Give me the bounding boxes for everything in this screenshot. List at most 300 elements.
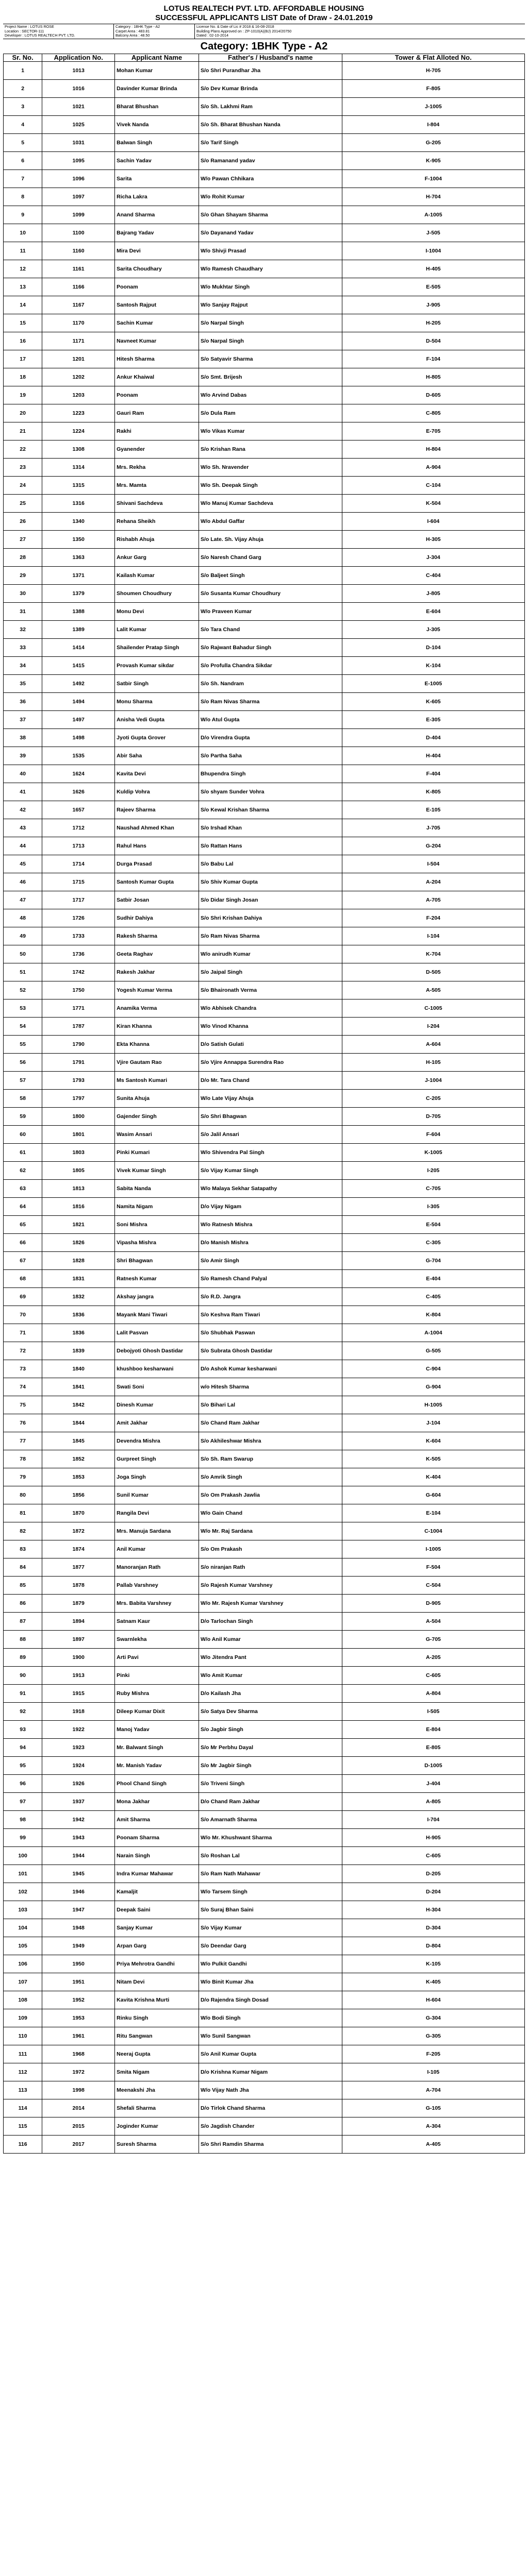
cell-application-no: 1844 [42, 1414, 115, 1432]
table-row [4, 837, 525, 855]
cell-sr-no: 77 [4, 1432, 42, 1450]
cell-application-no: 1095 [42, 151, 115, 170]
cell-application-no: 1870 [42, 1504, 115, 1522]
cell-applicant-name: Smita Nigam [115, 2063, 199, 2081]
cell-sr-no: 57 [4, 1071, 42, 1089]
cell-relation-name: S/o Shri Bhagwan [199, 1107, 342, 1125]
cell-applicant-name: Navneet Kumar [115, 332, 199, 350]
table-row [4, 1738, 525, 1756]
cell-applicant-name: Vivek Kumar Singh [115, 1161, 199, 1179]
table-row [4, 1702, 525, 1720]
cell-flat-no: E-805 [342, 1738, 524, 1756]
table-row [4, 1666, 525, 1684]
cell-sr-no: 82 [4, 1522, 42, 1540]
cell-relation-name: S/o Amarnath Sharma [199, 1810, 342, 1828]
cell-applicant-name: Shefali Sharma [115, 2099, 199, 2117]
cell-applicant-name: Gyanender [115, 440, 199, 458]
cell-relation-name: S/o Mr Jagbir Singh [199, 1756, 342, 1774]
table-row [4, 1251, 525, 1269]
table-row [4, 1396, 525, 1414]
cell-application-no: 1813 [42, 1179, 115, 1197]
cell-applicant-name: Bharat Bhushan [115, 97, 199, 115]
cell-application-no: 1945 [42, 1865, 115, 1883]
meta-balcony-area: Balcony Area : 48.50 [116, 33, 150, 38]
cell-sr-no: 64 [4, 1197, 42, 1215]
cell-relation-name: W/o Vinod Khanna [199, 1017, 342, 1035]
cell-applicant-name: Anamika Verma [115, 999, 199, 1017]
cell-sr-no: 24 [4, 476, 42, 494]
cell-application-no: 1712 [42, 819, 115, 837]
cell-relation-name: S/o Smt. Brijesh [199, 368, 342, 386]
cell-flat-no: C-104 [342, 476, 524, 494]
cell-relation-name: S/o Vjire Annappa Surendra Rao [199, 1053, 342, 1071]
cell-relation-name: D/o Krishna Kumar Nigam [199, 2063, 342, 2081]
cell-sr-no: 15 [4, 314, 42, 332]
cell-flat-no: E-604 [342, 602, 524, 620]
cell-relation-name: D/o Vijay Nigam [199, 1197, 342, 1215]
cell-applicant-name: Sachin Yadav [115, 151, 199, 170]
cell-applicant-name: Shri Bhagwan [115, 1251, 199, 1269]
cell-relation-name: S/o Shri Purandhar Jha [199, 61, 342, 79]
table-row [4, 260, 525, 278]
cell-sr-no: 81 [4, 1504, 42, 1522]
cell-flat-no: C-805 [342, 404, 524, 422]
cell-flat-no: J-1004 [342, 1071, 524, 1089]
cell-applicant-name: Jyoti Gupta Grover [115, 728, 199, 747]
table-row [4, 548, 525, 566]
cell-applicant-name: Rakesh Jakhar [115, 963, 199, 981]
cell-application-no: 1918 [42, 1702, 115, 1720]
column-header-flat: Tower & Flat Alloted No. [342, 54, 524, 61]
cell-flat-no: I-804 [342, 115, 524, 133]
cell-flat-no: H-705 [342, 61, 524, 79]
cell-relation-name: W/o Malaya Sekhar Satapathy [199, 1179, 342, 1197]
cell-relation-name: S/o Bhaironath Verma [199, 981, 342, 999]
cell-applicant-name: Kuldip Vohra [115, 783, 199, 801]
cell-relation-name: D/o Tarlochan Singh [199, 1612, 342, 1630]
cell-flat-no: J-104 [342, 1414, 524, 1432]
table-row [4, 1522, 525, 1540]
cell-flat-no: K-504 [342, 494, 524, 512]
cell-flat-no: C-605 [342, 1846, 524, 1865]
cell-flat-no: I-1004 [342, 242, 524, 260]
cell-applicant-name: Santosh Kumar Gupta [115, 873, 199, 891]
column-header-name: Applicant Name [115, 54, 199, 61]
cell-flat-no: H-604 [342, 1991, 524, 2009]
cell-relation-name: W/o Praveen Kumar [199, 602, 342, 620]
table-row [4, 1342, 525, 1360]
table-row [4, 1612, 525, 1630]
cell-flat-no: G-205 [342, 133, 524, 151]
cell-sr-no: 72 [4, 1342, 42, 1360]
cell-applicant-name: Sanjay Kumar [115, 1919, 199, 1937]
cell-flat-no: C-605 [342, 1666, 524, 1684]
table-row [4, 873, 525, 891]
cell-applicant-name: Devendra Mishra [115, 1432, 199, 1450]
cell-application-no: 1202 [42, 368, 115, 386]
cell-sr-no: 91 [4, 1684, 42, 1702]
cell-application-no: 1308 [42, 440, 115, 458]
cell-relation-name: S/o Satya Dev Sharma [199, 1702, 342, 1720]
cell-flat-no: C-1005 [342, 999, 524, 1017]
cell-flat-no: A-504 [342, 1612, 524, 1630]
cell-sr-no: 7 [4, 170, 42, 188]
cell-sr-no: 66 [4, 1233, 42, 1251]
cell-sr-no: 73 [4, 1360, 42, 1378]
cell-application-no: 1025 [42, 115, 115, 133]
table-row [4, 927, 525, 945]
cell-application-no: 1832 [42, 1287, 115, 1306]
cell-relation-name: S/o Deendar Garg [199, 1937, 342, 1955]
cell-sr-no: 31 [4, 602, 42, 620]
document-page [3, 3, 525, 2154]
table-row [4, 133, 525, 151]
cell-sr-no: 84 [4, 1558, 42, 1576]
table-row [4, 1450, 525, 1468]
cell-relation-name: S/o Jagbir Singh [199, 1720, 342, 1738]
cell-relation-name: W/o Mr. Khushwant Sharma [199, 1828, 342, 1846]
cell-applicant-name: Rakhi [115, 422, 199, 440]
cell-flat-no: E-104 [342, 1504, 524, 1522]
cell-relation-name: W/o Sanjay Rajput [199, 296, 342, 314]
cell-sr-no: 80 [4, 1486, 42, 1504]
cell-applicant-name: Amit Sharma [115, 1810, 199, 1828]
cell-applicant-name: Naushad Ahmed Khan [115, 819, 199, 837]
cell-application-no: 1340 [42, 512, 115, 530]
cell-sr-no: 20 [4, 404, 42, 422]
table-row [4, 494, 525, 512]
cell-relation-name: S/o Shri Krishan Dahiya [199, 909, 342, 927]
cell-sr-no: 106 [4, 1955, 42, 1973]
meta-category: Category : 1BHK Type - A2 [116, 24, 160, 29]
cell-applicant-name: Mrs. Manuja Sardana [115, 1522, 199, 1540]
table-row [4, 1576, 525, 1594]
cell-flat-no: A-205 [342, 1648, 524, 1666]
cell-applicant-name: Rehana Sheikh [115, 512, 199, 530]
cell-flat-no: F-604 [342, 1125, 524, 1143]
cell-application-no: 1821 [42, 1215, 115, 1233]
cell-flat-no: C-1004 [342, 1522, 524, 1540]
cell-application-no: 1801 [42, 1125, 115, 1143]
cell-sr-no: 92 [4, 1702, 42, 1720]
cell-applicant-name: Narain Singh [115, 1846, 199, 1865]
table-row [4, 1828, 525, 1846]
cell-applicant-name: Richa Lakra [115, 188, 199, 206]
cell-flat-no: H-405 [342, 260, 524, 278]
cell-application-no: 1845 [42, 1432, 115, 1450]
cell-application-no: 1836 [42, 1306, 115, 1324]
cell-flat-no: K-104 [342, 656, 524, 674]
cell-applicant-name: Poonam [115, 278, 199, 296]
cell-sr-no: 89 [4, 1648, 42, 1666]
cell-application-no: 1415 [42, 656, 115, 674]
cell-flat-no: F-504 [342, 1558, 524, 1576]
cell-sr-no: 108 [4, 1991, 42, 2009]
cell-sr-no: 3 [4, 97, 42, 115]
cell-applicant-name: Provash Kumar sikdar [115, 656, 199, 674]
table-row [4, 61, 525, 79]
cell-applicant-name: Ritu Sangwan [115, 2027, 199, 2045]
cell-sr-no: 114 [4, 2099, 42, 2117]
cell-relation-name: D/o Chand Ram Jakhar [199, 1792, 342, 1810]
table-row [4, 1215, 525, 1233]
cell-applicant-name: Vjire Gautam Rao [115, 1053, 199, 1071]
table-row [4, 188, 525, 206]
cell-applicant-name: Mayank Mani Tiwari [115, 1306, 199, 1324]
table-row [4, 728, 525, 747]
cell-applicant-name: Yogesh Kumar Verma [115, 981, 199, 999]
cell-flat-no: H-105 [342, 1053, 524, 1071]
cell-relation-name: W/o Ramesh Chaudhary [199, 260, 342, 278]
cell-relation-name: S/o Rajesh Kumar Varshney [199, 1576, 342, 1594]
cell-relation-name: S/o Dayanand Yadav [199, 224, 342, 242]
cell-flat-no: E-505 [342, 278, 524, 296]
cell-application-no: 1726 [42, 909, 115, 927]
cell-sr-no: 115 [4, 2117, 42, 2135]
cell-sr-no: 59 [4, 1107, 42, 1125]
table-row [4, 1306, 525, 1324]
cell-sr-no: 60 [4, 1125, 42, 1143]
cell-flat-no: I-505 [342, 1702, 524, 1720]
table-row [4, 332, 525, 350]
table-row [4, 909, 525, 927]
table-row [4, 891, 525, 909]
cell-application-no: 1167 [42, 296, 115, 314]
cell-applicant-name: Mohan Kumar [115, 61, 199, 79]
cell-relation-name: S/o Naresh Chand Garg [199, 548, 342, 566]
cell-relation-name: S/o Om Prakash Jawlia [199, 1486, 342, 1504]
cell-application-no: 1494 [42, 692, 115, 710]
cell-flat-no: A-505 [342, 981, 524, 999]
cell-flat-no: G-304 [342, 2009, 524, 2027]
cell-relation-name: S/o niranjan Rath [199, 1558, 342, 1576]
cell-flat-no: A-704 [342, 2081, 524, 2099]
cell-relation-name: Bhupendra Singh [199, 765, 342, 783]
cell-applicant-name: Amit Jakhar [115, 1414, 199, 1432]
cell-applicant-name: Shivani Sachdeva [115, 494, 199, 512]
cell-application-no: 1013 [42, 61, 115, 79]
meta-column-license [195, 24, 525, 39]
cell-flat-no: C-305 [342, 1233, 524, 1251]
cell-relation-name: S/o Sh. Nandram [199, 674, 342, 692]
table-row [4, 2081, 525, 2099]
cell-sr-no: 36 [4, 692, 42, 710]
cell-sr-no: 50 [4, 945, 42, 963]
cell-application-no: 1787 [42, 1017, 115, 1035]
cell-relation-name: S/o Profulla Chandra Sikdar [199, 656, 342, 674]
table-header-row [4, 54, 525, 61]
cell-flat-no: K-505 [342, 1450, 524, 1468]
cell-application-no: 1736 [42, 945, 115, 963]
cell-applicant-name: Poonam [115, 386, 199, 404]
cell-sr-no: 49 [4, 927, 42, 945]
cell-applicant-name: Ankur Garg [115, 548, 199, 566]
cell-applicant-name: Vivek Nanda [115, 115, 199, 133]
cell-flat-no: D-404 [342, 728, 524, 747]
cell-application-no: 1363 [42, 548, 115, 566]
cell-sr-no: 1 [4, 61, 42, 79]
cell-flat-no: A-705 [342, 891, 524, 909]
cell-flat-no: G-305 [342, 2027, 524, 2045]
cell-sr-no: 52 [4, 981, 42, 999]
cell-sr-no: 55 [4, 1035, 42, 1053]
cell-relation-name: W/o anirudh Kumar [199, 945, 342, 963]
cell-sr-no: 39 [4, 747, 42, 765]
cell-flat-no: D-1005 [342, 1756, 524, 1774]
cell-relation-name: W/o Shivji Prasad [199, 242, 342, 260]
cell-application-no: 1790 [42, 1035, 115, 1053]
cell-applicant-name: khushboo kesharwani [115, 1360, 199, 1378]
cell-applicant-name: Hitesh Sharma [115, 350, 199, 368]
cell-flat-no: H-404 [342, 747, 524, 765]
cell-relation-name: w/o Hitesh Sharma [199, 1378, 342, 1396]
cell-sr-no: 101 [4, 1865, 42, 1883]
cell-applicant-name: Kamaljit [115, 1883, 199, 1901]
cell-sr-no: 8 [4, 188, 42, 206]
table-row [4, 1197, 525, 1215]
cell-relation-name: S/o Amrik Singh [199, 1468, 342, 1486]
cell-flat-no: F-205 [342, 2045, 524, 2063]
cell-applicant-name: Kailash Kumar [115, 566, 199, 584]
cell-application-no: 1947 [42, 1901, 115, 1919]
cell-application-no: 1852 [42, 1450, 115, 1468]
cell-flat-no: I-104 [342, 927, 524, 945]
cell-applicant-name: Sarita [115, 170, 199, 188]
cell-application-no: 1922 [42, 1720, 115, 1738]
project-meta [3, 24, 525, 39]
table-row [4, 170, 525, 188]
cell-relation-name: S/o Susanta Kumar Choudhury [199, 584, 342, 602]
cell-applicant-name: Bajrang Yadav [115, 224, 199, 242]
table-row [4, 2099, 525, 2117]
cell-application-no: 1099 [42, 206, 115, 224]
cell-relation-name: W/o Vijay Nath Jha [199, 2081, 342, 2099]
cell-flat-no: A-804 [342, 1684, 524, 1702]
cell-sr-no: 105 [4, 1937, 42, 1955]
table-row [4, 1774, 525, 1792]
cell-sr-no: 97 [4, 1792, 42, 1810]
cell-relation-name: D/o Manish Mishra [199, 1233, 342, 1251]
cell-applicant-name: Indra Kumar Mahawar [115, 1865, 199, 1883]
cell-application-no: 1201 [42, 350, 115, 368]
cell-flat-no: I-704 [342, 1810, 524, 1828]
cell-relation-name: D/o Satish Gulati [199, 1035, 342, 1053]
cell-applicant-name: Lalit Kumar [115, 620, 199, 638]
cell-relation-name: S/o Kewal Krishan Sharma [199, 801, 342, 819]
cell-application-no: 1535 [42, 747, 115, 765]
cell-flat-no: G-204 [342, 837, 524, 855]
cell-sr-no: 86 [4, 1594, 42, 1612]
cell-relation-name: D/o Mr. Tara Chand [199, 1071, 342, 1089]
cell-flat-no: I-305 [342, 1197, 524, 1215]
table-row [4, 1269, 525, 1287]
cell-applicant-name: Kiran Khanna [115, 1017, 199, 1035]
cell-flat-no: E-105 [342, 801, 524, 819]
cell-relation-name: W/o Ratnesh Mishra [199, 1215, 342, 1233]
cell-sr-no: 83 [4, 1540, 42, 1558]
cell-flat-no: G-904 [342, 1378, 524, 1396]
table-row [4, 314, 525, 332]
meta-carpet-area: Carpet Area : 483.81 [116, 28, 150, 33]
table-row [4, 801, 525, 819]
cell-application-no: 1715 [42, 873, 115, 891]
table-row [4, 1378, 525, 1396]
table-row [4, 656, 525, 674]
cell-application-no: 1160 [42, 242, 115, 260]
table-row [4, 1179, 525, 1197]
table-row [4, 566, 525, 584]
cell-applicant-name: Priya Mehrotra Gandhi [115, 1955, 199, 1973]
table-row [4, 1684, 525, 1702]
cell-relation-name: W/o Atul Gupta [199, 710, 342, 728]
cell-sr-no: 10 [4, 224, 42, 242]
cell-applicant-name: Pallab Varshney [115, 1576, 199, 1594]
meta-license: License No. & Date of Lic # 2018 & 16-08-2018 [196, 24, 274, 29]
cell-application-no: 1897 [42, 1630, 115, 1648]
cell-relation-name: S/o Krishan Rana [199, 440, 342, 458]
cell-sr-no: 32 [4, 620, 42, 638]
cell-application-no: 1316 [42, 494, 115, 512]
cell-sr-no: 16 [4, 332, 42, 350]
cell-relation-name: S/o Narpal Singh [199, 314, 342, 332]
cell-relation-name: S/o shyam Sunder Vohra [199, 783, 342, 801]
cell-flat-no: A-1004 [342, 1324, 524, 1342]
cell-sr-no: 98 [4, 1810, 42, 1828]
cell-relation-name: S/o Bihari Lal [199, 1396, 342, 1414]
column-header-relation: Father's / Husband's name [199, 54, 342, 61]
table-row [4, 2063, 525, 2081]
cell-relation-name: W/o Pawan Chhikara [199, 170, 342, 188]
cell-flat-no: E-705 [342, 422, 524, 440]
cell-applicant-name: Ekta Khanna [115, 1035, 199, 1053]
cell-sr-no: 58 [4, 1089, 42, 1107]
cell-flat-no: A-204 [342, 873, 524, 891]
table-row [4, 1414, 525, 1432]
document-header [3, 3, 525, 23]
cell-applicant-name: Balwan Singh [115, 133, 199, 151]
category-title: Category: 1BHK Type - A2 [200, 40, 328, 52]
table-row [4, 1810, 525, 1828]
cell-application-no: 1624 [42, 765, 115, 783]
table-row [4, 999, 525, 1017]
cell-applicant-name: Phool Chand Singh [115, 1774, 199, 1792]
cell-application-no: 1900 [42, 1648, 115, 1666]
cell-applicant-name: Rakesh Sharma [115, 927, 199, 945]
cell-application-no: 1223 [42, 404, 115, 422]
cell-sr-no: 53 [4, 999, 42, 1017]
cell-sr-no: 104 [4, 1919, 42, 1937]
cell-flat-no: H-305 [342, 530, 524, 548]
cell-application-no: 1021 [42, 97, 115, 115]
cell-application-no: 1626 [42, 783, 115, 801]
cell-flat-no: G-105 [342, 2099, 524, 2117]
cell-relation-name: S/o Ramesh Chand Palyal [199, 1269, 342, 1287]
table-row [4, 638, 525, 656]
cell-flat-no: K-604 [342, 1432, 524, 1450]
cell-sr-no: 87 [4, 1612, 42, 1630]
table-row [4, 2027, 525, 2045]
cell-sr-no: 25 [4, 494, 42, 512]
cell-sr-no: 74 [4, 1378, 42, 1396]
cell-flat-no: K-405 [342, 1973, 524, 1991]
cell-application-no: 1166 [42, 278, 115, 296]
cell-flat-no: I-1005 [342, 1540, 524, 1558]
cell-relation-name: S/o Mr Perbhu Dayal [199, 1738, 342, 1756]
cell-applicant-name: Kavita Devi [115, 765, 199, 783]
cell-relation-name: W/o Sunil Sangwan [199, 2027, 342, 2045]
table-row [4, 1468, 525, 1486]
cell-sr-no: 21 [4, 422, 42, 440]
